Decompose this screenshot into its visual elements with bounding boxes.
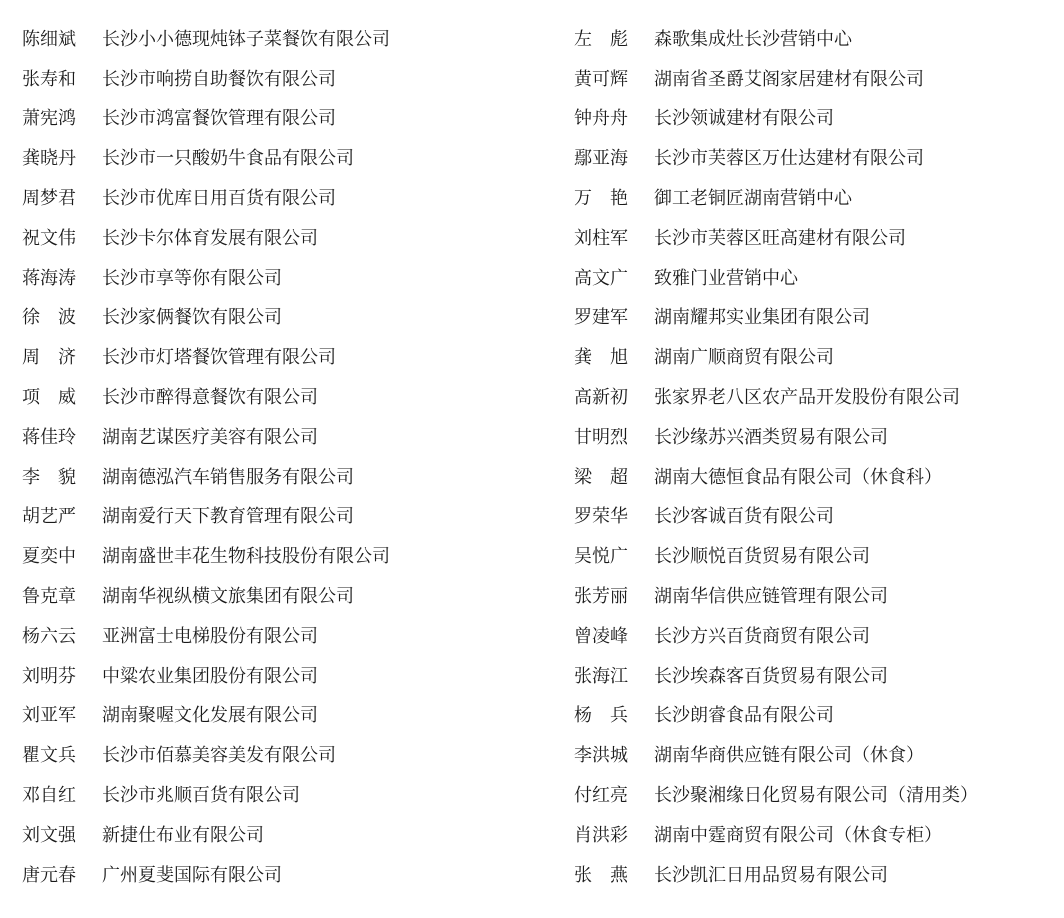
person-name: 张寿和 xyxy=(22,68,76,90)
list-item xyxy=(22,697,542,737)
list-item xyxy=(574,498,1054,538)
company-name: 森歌集成灶长沙营销中心 xyxy=(654,28,852,50)
company-name: 长沙市兆顺百货有限公司 xyxy=(102,785,300,807)
person-name: 高文广 xyxy=(574,267,628,289)
person-name: 瞿文兵 xyxy=(22,745,76,767)
company-name: 长沙顺悦百货贸易有限公司 xyxy=(654,546,870,568)
company-name: 长沙家俩餐饮有限公司 xyxy=(102,307,282,329)
list-item xyxy=(22,458,542,498)
person-name: 夏奕中 xyxy=(22,546,76,568)
list-item xyxy=(574,776,1054,816)
company-name: 湖南华视纵横文旅集团有限公司 xyxy=(102,586,354,608)
company-name: 长沙卡尔体育发展有限公司 xyxy=(102,227,318,249)
list-item xyxy=(22,816,542,856)
company-name: 湖南聚喔文化发展有限公司 xyxy=(102,705,318,727)
person-name: 高新初 xyxy=(574,387,628,409)
list-item xyxy=(574,697,1054,737)
company-name: 新捷仕布业有限公司 xyxy=(102,824,264,846)
company-name: 长沙埃森客百货贸易有限公司 xyxy=(654,665,888,687)
list-item xyxy=(574,617,1054,657)
person-name: 祝文伟 xyxy=(22,227,76,249)
company-name: 湖南广顺商贸有限公司 xyxy=(654,347,834,369)
company-name: 长沙市享等你有限公司 xyxy=(102,267,282,289)
person-name: 蒋海涛 xyxy=(22,267,76,289)
person-name: 曾凌峰 xyxy=(574,625,628,647)
company-name: 长沙市鸿富餐饮管理有限公司 xyxy=(102,108,336,130)
list-item xyxy=(574,736,1054,776)
company-name: 湖南艺谋医疗美容有限公司 xyxy=(102,426,318,448)
person-name: 张海江 xyxy=(574,665,628,687)
list-item xyxy=(22,338,542,378)
person-name: 鄢亚海 xyxy=(574,148,628,170)
list-item xyxy=(22,856,542,896)
list-item xyxy=(574,577,1054,617)
company-name: 长沙市芙蓉区旺高建材有限公司 xyxy=(654,227,906,249)
company-name: 长沙聚湘缘日化贸易有限公司（清用类） xyxy=(654,785,978,807)
person-name: 甘明烈 xyxy=(574,426,628,448)
company-name: 长沙方兴百货商贸有限公司 xyxy=(654,625,870,647)
company-name: 亚洲富士电梯股份有限公司 xyxy=(102,625,318,647)
list-item xyxy=(574,139,1054,179)
company-name: 湖南华信供应链管理有限公司 xyxy=(654,586,888,608)
company-name: 致雅门业营销中心 xyxy=(654,267,798,289)
list-item xyxy=(22,657,542,697)
person-name: 梁 超 xyxy=(574,466,628,488)
company-name: 长沙市一只酸奶牛食品有限公司 xyxy=(102,148,354,170)
list-item xyxy=(22,20,542,60)
person-name: 黄可辉 xyxy=(574,68,628,90)
list-item xyxy=(22,299,542,339)
list-item xyxy=(22,179,542,219)
company-name: 湖南大德恒食品有限公司（休食科） xyxy=(654,466,942,488)
person-name: 胡艺严 xyxy=(22,506,76,528)
list-item xyxy=(22,577,542,617)
company-name: 张家界老八区农产品开发股份有限公司 xyxy=(654,387,960,409)
person-name: 鲁克章 xyxy=(22,586,76,608)
company-name: 御工老铜匠湖南营销中心 xyxy=(654,188,852,210)
company-name: 长沙小小德现炖钵子菜餐饮有限公司 xyxy=(102,28,390,50)
person-name: 罗荣华 xyxy=(574,506,628,528)
list-item xyxy=(574,338,1054,378)
person-name: 邓自红 xyxy=(22,785,76,807)
company-name: 湖南爱行天下教育管理有限公司 xyxy=(102,506,354,528)
person-name: 杨 兵 xyxy=(574,705,628,727)
person-name: 刘文强 xyxy=(22,824,76,846)
list-item xyxy=(22,378,542,418)
company-name: 湖南耀邦实业集团有限公司 xyxy=(654,307,870,329)
company-name: 长沙市佰慕美容美发有限公司 xyxy=(102,745,336,767)
list-item xyxy=(574,458,1054,498)
company-name: 长沙市优库日用百货有限公司 xyxy=(102,188,336,210)
person-name: 左 彪 xyxy=(574,28,628,50)
company-name: 湖南省圣爵艾阁家居建材有限公司 xyxy=(654,68,924,90)
list-item xyxy=(22,617,542,657)
person-name: 万 艳 xyxy=(574,188,628,210)
company-name: 长沙朗睿食品有限公司 xyxy=(654,705,834,727)
list-item xyxy=(574,537,1054,577)
person-name: 萧宪鸿 xyxy=(22,108,76,130)
list-item xyxy=(574,60,1054,100)
list-item xyxy=(574,657,1054,697)
company-name: 长沙缘苏兴酒类贸易有限公司 xyxy=(654,426,888,448)
person-name: 罗建军 xyxy=(574,307,628,329)
list-item xyxy=(22,736,542,776)
person-name: 周 济 xyxy=(22,347,76,369)
right-column xyxy=(574,20,1054,896)
person-name: 李洪城 xyxy=(574,745,628,767)
list-item xyxy=(574,418,1054,458)
list-item xyxy=(22,498,542,538)
company-name: 中粱农业集团股份有限公司 xyxy=(102,665,318,687)
company-name: 长沙市响捞自助餐饮有限公司 xyxy=(102,68,336,90)
company-name: 长沙凯汇日用品贸易有限公司 xyxy=(654,864,888,886)
list-item xyxy=(574,259,1054,299)
company-name: 湖南中霆商贸有限公司（休食专柜） xyxy=(654,824,942,846)
person-name: 付红亮 xyxy=(574,785,628,807)
company-name: 广州夏斐国际有限公司 xyxy=(102,864,282,886)
person-name: 杨六云 xyxy=(22,625,76,647)
list-item xyxy=(22,418,542,458)
person-name: 吴悦广 xyxy=(574,546,628,568)
list-item xyxy=(574,378,1054,418)
person-name: 徐 波 xyxy=(22,307,76,329)
list-item xyxy=(22,219,542,259)
person-name: 钟舟舟 xyxy=(574,108,628,130)
company-name: 长沙领诚建材有限公司 xyxy=(654,108,834,130)
person-name: 刘明芬 xyxy=(22,665,76,687)
list-item xyxy=(22,139,542,179)
person-name: 唐元春 xyxy=(22,864,76,886)
list-item xyxy=(22,537,542,577)
company-name: 长沙市醉得意餐饮有限公司 xyxy=(102,387,318,409)
list-item xyxy=(22,100,542,140)
company-name: 长沙市芙蓉区万仕达建材有限公司 xyxy=(654,148,924,170)
company-name: 长沙市灯塔餐饮管理有限公司 xyxy=(102,347,336,369)
person-name: 张 燕 xyxy=(574,864,628,886)
person-name: 蒋佳玲 xyxy=(22,426,76,448)
list-item xyxy=(574,299,1054,339)
person-name: 龚 旭 xyxy=(574,347,628,369)
list-item xyxy=(574,100,1054,140)
person-name: 李 貌 xyxy=(22,466,76,488)
company-name: 湖南德泓汽车销售服务有限公司 xyxy=(102,466,354,488)
company-name: 湖南华商供应链有限公司（休食） xyxy=(654,745,924,767)
person-name: 刘亚军 xyxy=(22,705,76,727)
person-name: 龚晓丹 xyxy=(22,148,76,170)
list-item xyxy=(22,259,542,299)
company-name: 长沙客诚百货有限公司 xyxy=(654,506,834,528)
list-item xyxy=(574,219,1054,259)
person-name: 刘柱军 xyxy=(574,227,628,249)
person-name: 肖洪彩 xyxy=(574,824,628,846)
list-item xyxy=(22,776,542,816)
list-item xyxy=(574,20,1054,60)
list-item xyxy=(574,856,1054,896)
company-name: 湖南盛世丰花生物科技股份有限公司 xyxy=(102,546,390,568)
left-column xyxy=(22,20,542,896)
person-name: 张芳丽 xyxy=(574,586,628,608)
list-item xyxy=(574,816,1054,856)
person-name: 陈细斌 xyxy=(22,28,76,50)
person-name: 项 威 xyxy=(22,387,76,409)
list-item xyxy=(574,179,1054,219)
list-item xyxy=(22,60,542,100)
person-name: 周梦君 xyxy=(22,188,76,210)
